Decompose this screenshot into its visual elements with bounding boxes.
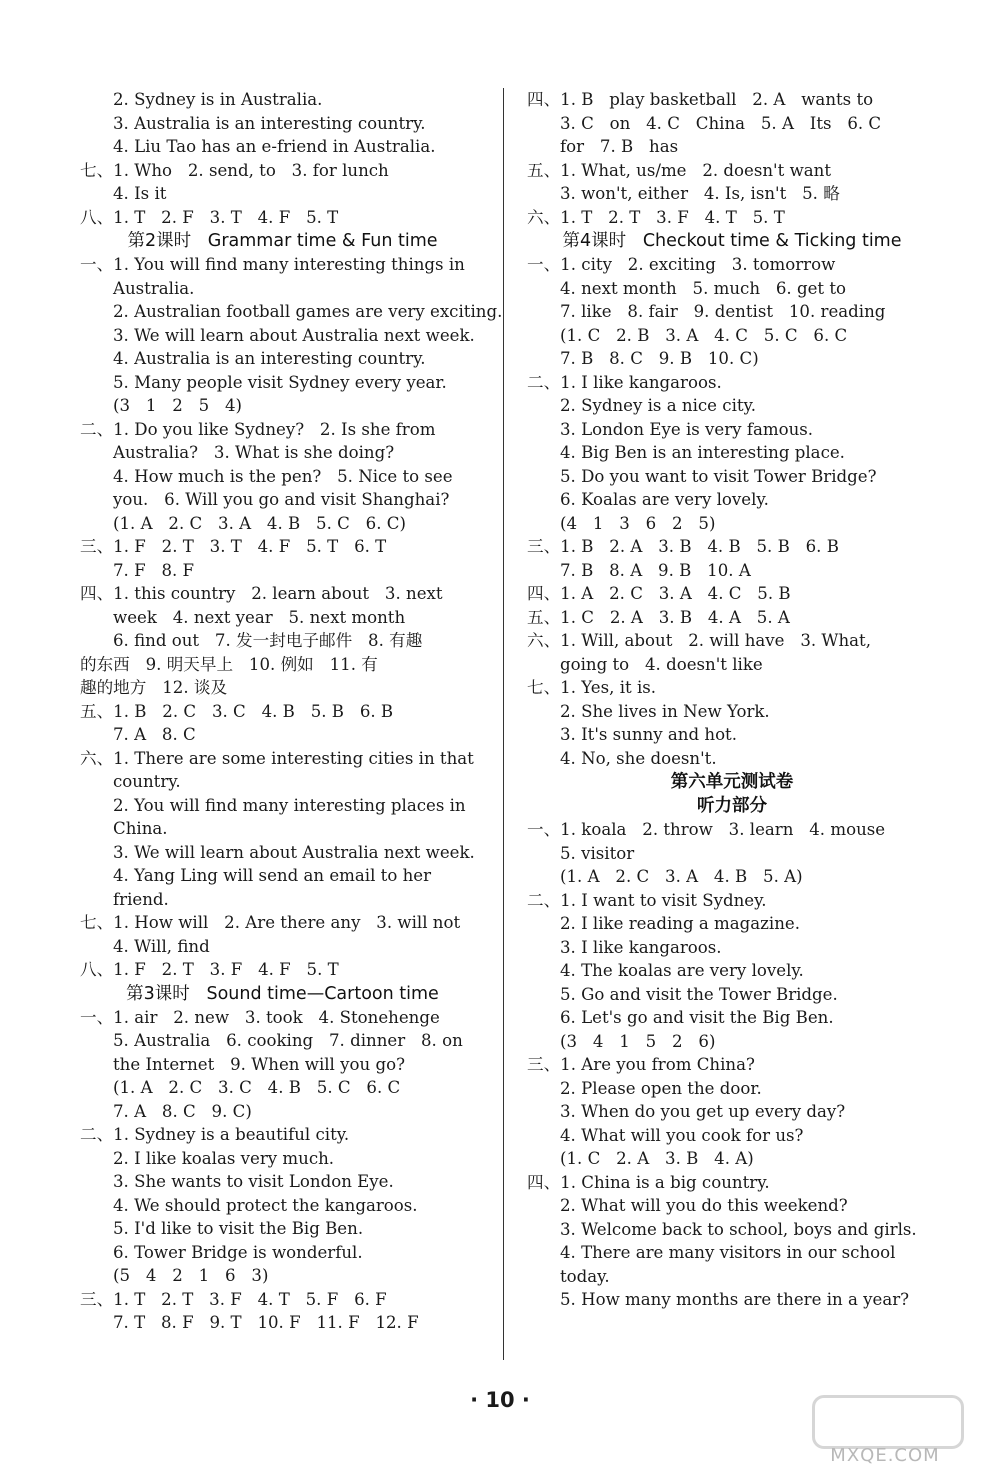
section-heading: 第六单元测试卷	[670, 772, 794, 792]
answer-line: (1. C 2. B 3. A 4. C 5. C 6. C	[560, 325, 848, 345]
answer-line: 3. We will learn about Australia next week.	[113, 325, 475, 345]
answer-line: 四、1. A 2. C 3. A 4. C 5. B	[527, 584, 791, 603]
answer-line: (1. A 2. C 3. C 4. B 5. C 6. C	[113, 1078, 401, 1097]
answer-line: 六、1. T 2. T 3. F 4. T 5. T	[527, 207, 785, 227]
answer-line: 4. What will you cook for us?	[560, 1125, 804, 1145]
answer-line: 3. We will learn about Australia next week.	[113, 842, 475, 862]
answer-line: 趣的地方 12. 谈及	[80, 678, 228, 697]
answer-line: 4. Australia is an interesting country.	[113, 349, 426, 368]
answer-line: 八、1. F 2. T 3. F 4. F 5. T	[80, 960, 339, 979]
answer-line: 3. London Eye is very famous.	[560, 419, 814, 439]
answer-line: 7. A 8. C 9. C)	[113, 1101, 252, 1121]
answer-line: 7. F 8. F	[113, 560, 195, 580]
answer-line: 一、1. koala 2. throw 3. learn 4. mouse	[527, 820, 886, 839]
answer-line: 2. I like koalas very much.	[113, 1148, 335, 1168]
answer-line: 五、1. B 2. C 3. C 4. B 5. B 6. B	[80, 701, 394, 721]
answer-line: Australia.	[113, 278, 195, 298]
answer-line: 4. next month 5. much 6. get to	[560, 278, 846, 298]
answer-line: 八、1. T 2. F 3. T 4. F 5. T	[80, 207, 339, 227]
answer-line: 三、1. T 2. T 3. F 4. T 5. F 6. F	[80, 1289, 387, 1309]
answer-line: 6. Tower Bridge is wonderful.	[113, 1242, 363, 1262]
watermark-logo	[800, 1395, 970, 1467]
answer-line: 5. How many months are there in a year?	[560, 1290, 910, 1309]
section-heading: 听力部分	[697, 796, 767, 816]
answer-line: 2. Please open the door.	[560, 1078, 762, 1098]
answer-line: 四、1. this country 2. learn about 3. next	[80, 584, 443, 603]
answer-line: 2. Sydney is in Australia.	[113, 90, 323, 109]
answer-line: 七、1. How will 2. Are there any 3. will not	[80, 913, 461, 932]
answer-line: 二、1. Sydney is a beautiful city.	[80, 1125, 350, 1144]
answer-line: friend.	[113, 889, 169, 909]
answer-line: 3. won't, either 4. Is, isn't 5. 略	[560, 184, 840, 203]
answer-line: (5 4 2 1 6 3)	[113, 1266, 269, 1285]
answer-line: 4. There are many visitors in our school	[560, 1243, 896, 1262]
answer-line: 3. I like kangaroos.	[560, 937, 722, 957]
answer-line: 二、1. Do you like Sydney? 2. Is she from	[80, 419, 436, 439]
answer-line: 2. She lives in New York.	[560, 701, 770, 721]
answer-line: 五、1. C 2. A 3. B 4. A 5. A	[527, 607, 790, 627]
answer-line: 三、1. F 2. T 3. T 4. F 5. T 6. T	[80, 537, 387, 556]
page-number: · 10 ·	[470, 1388, 530, 1412]
answer-line: 4. Yang Ling will send an email to her	[113, 866, 432, 885]
answer-line: (1. A 2. C 3. A 4. B 5. A)	[560, 867, 803, 886]
answer-line: 二、1. I like kangaroos.	[527, 372, 722, 392]
answer-line: 五、1. What, us/me 2. doesn't want	[527, 160, 832, 180]
answer-line: 4. No, she doesn't.	[560, 748, 717, 768]
answer-line: 4. Will, find	[113, 936, 210, 956]
answer-line: (4 1 3 6 2 5)	[560, 513, 716, 533]
answer-line: 5. I'd like to visit the Big Ben.	[113, 1219, 364, 1238]
answer-line: for 7. B has	[560, 137, 679, 156]
answer-line: (1. C 2. A 3. B 4. A)	[560, 1149, 754, 1168]
answer-line: 一、1. You will find many interesting things in	[80, 255, 465, 274]
answer-line: 3. When do you get up every day?	[560, 1102, 846, 1121]
answer-line: 七、1. Who 2. send, to 3. for lunch	[80, 160, 389, 180]
answer-line: 一、1. air 2. new 3. took 4. Stonehenge	[80, 1007, 440, 1027]
answer-line: 的东西 9. 明天早上 10. 例如 11. 有	[80, 654, 378, 674]
answer-line: going to 4. doesn't like	[560, 654, 763, 674]
answer-line: 5. Do you want to visit Tower Bridge?	[560, 466, 877, 486]
answer-line: 7. B 8. C 9. B 10. C)	[560, 349, 759, 368]
answer-line: 3. She wants to visit London Eye.	[113, 1172, 394, 1191]
answer-line: 5. Australia 6. cooking 7. dinner 8. on	[113, 1031, 463, 1050]
answer-line: week 4. next year 5. next month	[113, 607, 406, 627]
answer-line: (3 4 1 5 2 6)	[560, 1031, 716, 1051]
column-divider	[503, 88, 504, 1360]
answer-line: 六、1. There are some interesting cities in that	[80, 748, 474, 768]
answer-line: 5. Many people visit Sydney every year.	[113, 372, 447, 392]
answer-line: 7. B 8. A 9. B 10. A	[560, 560, 751, 580]
watermark-badge-icon	[812, 1395, 964, 1449]
answer-line: 2. I like reading a magazine.	[560, 914, 801, 933]
answer-line: 六、1. Will, about 2. will have 3. What,	[527, 631, 872, 650]
answer-line: 一、1. city 2. exciting 3. tomorrow	[527, 255, 836, 274]
answer-line: 7. A 8. C	[113, 725, 196, 744]
answer-line: 四、1. China is a big country.	[527, 1172, 770, 1192]
answer-line: 3. Australia is an interesting country.	[113, 113, 426, 133]
answer-line: 3. C on 4. C China 5. A Its 6. C	[560, 113, 882, 133]
answer-line: you. 6. Will you go and visit Shanghai?	[113, 490, 450, 509]
answer-line: 7. like 8. fair 9. dentist 10. reading	[560, 302, 886, 321]
answer-line: 4. We should protect the kangaroos.	[113, 1195, 418, 1215]
answer-line: 4. Big Ben is an interesting place.	[560, 443, 845, 462]
answer-line: the Internet 9. When will you go?	[113, 1054, 405, 1074]
answer-line: country.	[113, 772, 181, 791]
answer-line: 4. How much is the pen? 5. Nice to see	[113, 466, 453, 486]
answer-line: 4. Liu Tao has an e-friend in Australia.	[113, 137, 436, 156]
watermark-text: MXQE.COM	[830, 1445, 940, 1466]
answer-line: 7. T 8. F 9. T 10. F 11. F 12. F	[113, 1313, 419, 1332]
answer-line: 四、1. B play basketball 2. A wants to	[527, 90, 874, 109]
answer-line: 6. Koalas are very lovely.	[560, 490, 769, 509]
answer-line: 6. Let's go and visit the Big Ben.	[560, 1008, 834, 1027]
answer-line: 2. You will find many interesting places in	[113, 795, 466, 815]
answer-line: (3 1 2 5 4)	[113, 396, 243, 415]
answer-line: 2. Australian football games are very exciting.	[113, 302, 503, 321]
answer-line: 二、1. I want to visit Sydney.	[527, 890, 767, 910]
answer-line: (1. A 2. C 3. A 4. B 5. C 6. C)	[113, 513, 406, 533]
answer-line: 七、1. Yes, it is.	[527, 678, 657, 697]
answer-line: today.	[560, 1266, 610, 1286]
answer-line: Australia? 3. What is she doing?	[113, 443, 395, 462]
answer-line: 三、1. Are you from China?	[527, 1055, 755, 1074]
answer-line: 5. visitor	[560, 843, 635, 863]
answer-line: 4. Is it	[113, 184, 167, 203]
answer-line: 6. find out 7. 发一封电子邮件 8. 有趣	[113, 631, 423, 650]
section-heading: 第3课时 Sound time—Cartoon time	[126, 983, 439, 1004]
answer-line: 4. The koalas are very lovely.	[560, 961, 804, 980]
answer-line: 3. It's sunny and hot.	[560, 725, 738, 744]
answer-line: 三、1. B 2. A 3. B 4. B 5. B 6. B	[527, 537, 839, 556]
answer-line: 2. Sydney is a nice city.	[560, 396, 756, 415]
answer-line: 5. Go and visit the Tower Bridge.	[560, 984, 838, 1004]
answer-line: 2. What will you do this weekend?	[560, 1196, 848, 1215]
answer-line: 3. Welcome back to school, boys and girls.	[560, 1219, 917, 1239]
answer-line: China.	[113, 819, 168, 838]
right-column	[527, 88, 937, 1312]
section-heading: 第4课时 Checkout time & Ticking time	[562, 231, 902, 251]
left-column	[80, 88, 503, 1335]
section-heading: 第2课时 Grammar time & Fun time	[127, 231, 438, 251]
